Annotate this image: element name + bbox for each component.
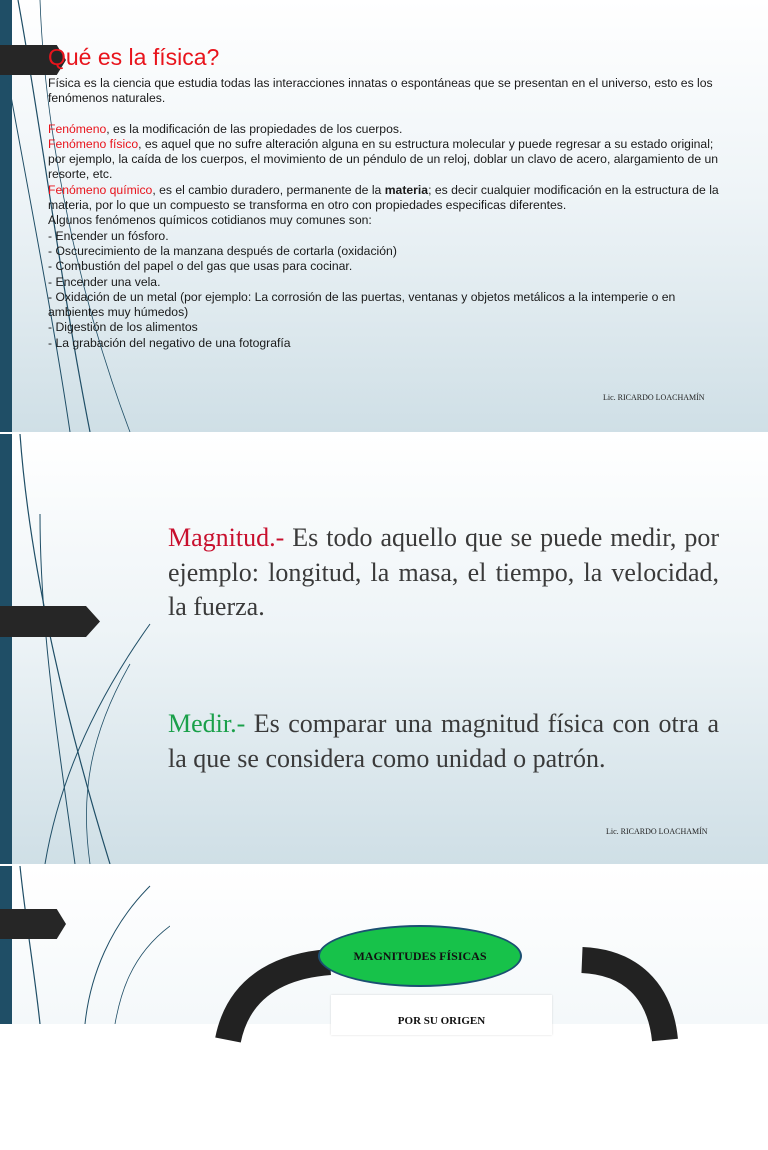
fenomeno-definition: , es la modificación de las propiedades de los cuerpos.: [106, 121, 403, 136]
fisico-term: Fenómeno físico: [48, 136, 139, 151]
por-su-origen-box: [331, 995, 552, 1035]
list-intro: Algunos fenómenos químicos cotidianos muy comunes son:: [48, 213, 372, 228]
arrow-marker: [0, 606, 100, 637]
list-item: - Digestión de los alimentos: [48, 320, 198, 335]
quimico-paragraph: [48, 183, 724, 214]
quimico-definition-a: , es el cambio duradero, permanente de la: [152, 182, 385, 197]
list-item: - Encender un fósforo.: [48, 228, 169, 243]
magnitud-definition: Es todo aquello que se puede medir, por ejemplo: longitud, la masa, el tiempo, la velocidad, la fuerza.: [168, 523, 719, 621]
fisico-paragraph: [48, 137, 724, 183]
medir-term: Medir.-: [168, 709, 246, 738]
fenomeno-paragraph: [48, 122, 724, 137]
por-su-origen-label: POR SU ORIGEN: [397, 1015, 486, 1027]
arrow-marker: [0, 909, 66, 939]
medir-paragraph: [168, 707, 719, 776]
list-item: - Oxidación de un metal (por ejemplo: La corrosión de las puertas, ventanas y objetos metálicos a la intemperie o en ambientes muy húmedos): [48, 289, 676, 320]
slide-body: [48, 76, 724, 351]
list-item: - Combustión del papel o del gas que usas para cocinar.: [48, 259, 353, 274]
slide-2: [0, 434, 768, 864]
fisico-definition: , es aquel que no sufre alteración alguna en su estructura molecular y puede regresar a su estado original; por ejemplo, la caída de los cuerpos, el movimiento de un péndulo de un reloj, doblar un clavo de acero, alargamiento de un resorte, etc.: [48, 136, 719, 182]
quimico-bold-word: materia: [384, 182, 429, 197]
slide-1: [0, 0, 768, 432]
decorative-curves: [0, 434, 170, 864]
signature: Lic. RICARDO LOACHAMÍN: [603, 393, 705, 402]
list-item: - Oscurecimiento de la manzana después de cortarla (oxidación): [48, 243, 397, 258]
magnitud-term: Magnitud.-: [168, 523, 285, 552]
quimico-term: Fenómeno químico: [48, 182, 153, 197]
magnitud-paragraph: [168, 521, 719, 625]
list-item: - Encender una vela.: [48, 274, 161, 289]
magnitudes-fisicas-node: MAGNITUDES FÍSICAS: [318, 925, 522, 987]
signature: Lic. RICARDO LOACHAMÍN: [606, 827, 708, 836]
intro-text: Física es la ciencia que estudia todas las interacciones innatas o espontáneas que se presentan en el universo, esto es los fenómenos naturales.: [48, 76, 713, 106]
quimico-definition-b: ; es decir cualquier modificación en la estructura de la materia, por lo que un compuesto se transforma en otro con propiedades especificas diferentes.: [48, 182, 719, 213]
medir-definition: Es comparar una magnitud física con otra a la que se considera como unidad o patrón.: [168, 709, 719, 773]
list-item: - La grabación del negativo de una fotografía: [48, 335, 291, 350]
decorative-curves: [0, 866, 170, 1024]
slide-title: Qué es la física?: [48, 44, 220, 70]
fenomeno-term: Fenómeno: [48, 121, 107, 136]
